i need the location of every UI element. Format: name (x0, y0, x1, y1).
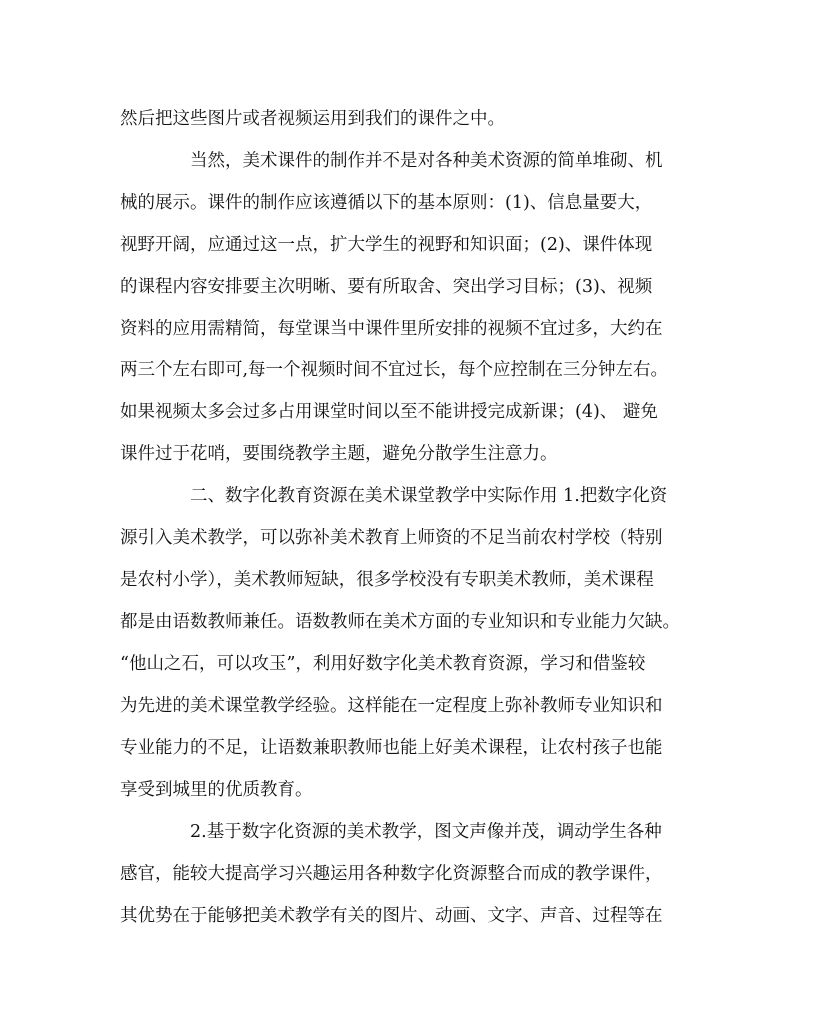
body-text-line: 享受到城里的优质教育。 (120, 780, 313, 800)
section-heading-line: 二、数字化教育资源在美术课堂教学中实际作用 1.把数字化资 (190, 486, 668, 506)
body-text-line: 感官，能较大提高学习兴趣运用各种数字化资源整合而成的教学课件， (120, 864, 663, 884)
body-text-line: 都是由语数教师兼任。语数教师在美术方面的专业知识和专业能力欠缺。 (120, 612, 680, 632)
body-text-line: 械的展示。课件的制作应该遵循以下的基本原则：(1)、信息量要大， (120, 193, 653, 213)
body-text-line: 为先进的美术课堂教学经验。这样能在一定程度上弥补教师专业知识和 (120, 696, 663, 716)
body-text-line: 是农村小学），美术教师短缺，很多学校没有专职美术教师，美术课程 (120, 570, 654, 590)
body-text-line: 两三个左右即可,每一个视频时间不宜过长，每个应控制在三分钟左右。 (120, 360, 669, 380)
body-text-line: 资料的应用需精简，每堂课当中课件里所安排的视频不宜过多，大约在 (120, 319, 663, 339)
body-text-line: 然后把这些图片或者视频运用到我们的课件之中。 (120, 109, 505, 129)
body-text-line: 课件过于花哨，要围绕教学主题，避免分散学生注意力。 (120, 444, 558, 464)
paragraph-first-line: 当然，美术课件的制作并不是对各种美术资源的简单堆砌、机 (190, 151, 663, 171)
body-text-line: 视野开阔，应通过这一点，扩大学生的视野和知识面；(2)、课件体现 (120, 235, 653, 255)
body-text-line: 专业能力的不足，让语数兼职教师也能上好美术课程，让农村孩子也能 (120, 738, 663, 758)
body-text-line: 源引入美术教学，可以弥补美术教育上师资的不足当前农村学校（特别 (120, 528, 663, 548)
body-text-line: “他山之石，可以攻玉”，利用好数字化美术教育资源，学习和借鉴较 (120, 654, 646, 674)
body-text-line: 的课程内容安排要主次明晰、要有所取舍、突出学习目标；(3)、视频 (120, 277, 653, 297)
body-text-line: 如果视频太多会过多占用课堂时间以至不能讲授完成新课；(4)、 避免 (120, 402, 658, 422)
body-text-line: 其优势在于能够把美术教学有关的图片、动画、文字、声音、过程等在 (120, 906, 663, 926)
paragraph-first-line: 2.基于数字化资源的美术教学，图文声像并茂，调动学生各种 (190, 822, 662, 842)
